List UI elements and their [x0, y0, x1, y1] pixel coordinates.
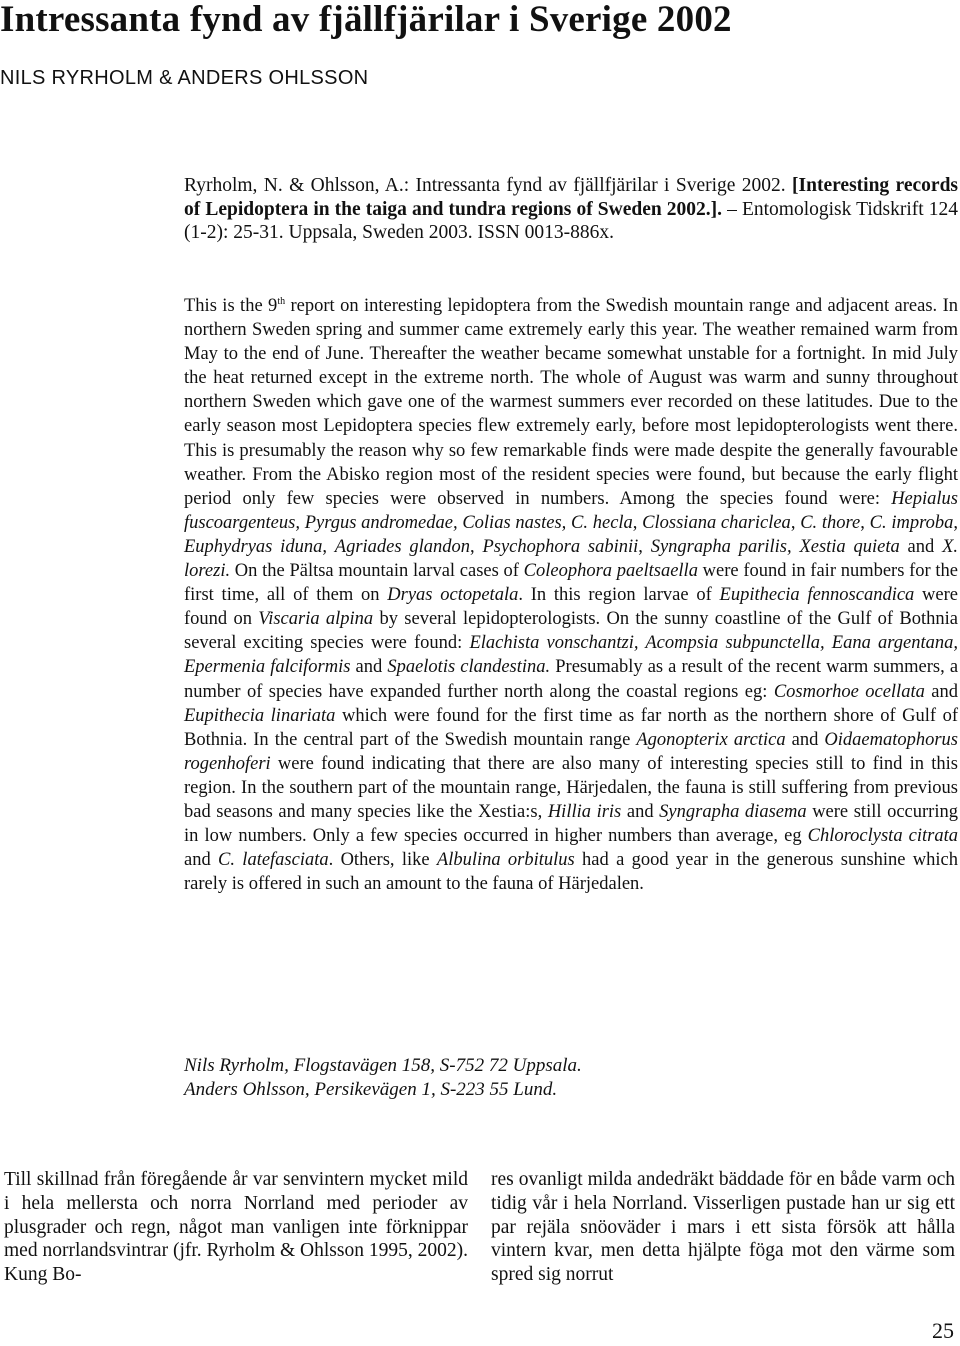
body-column-left: Till skillnad från föregående år var senvintern mycket mild i hela mellersta och norra Norrland med perioder av plusgrader och regn, något man vanligen inte förknippar med norrlandsvintrar (jfr. Ryrholm & Ohlsson 1995, 2002). Kung Bo-	[4, 1169, 468, 1286]
abstract-text: This is the 9	[184, 296, 278, 316]
abstract-text: had a good year in the generous sunshine which rarely is offered in such an amount to the fauna of Härjedalen.	[184, 850, 959, 895]
abstract-text: and	[899, 536, 943, 557]
species-name: Hillia iris	[547, 801, 622, 822]
species-name: Agriades glandon	[334, 536, 471, 557]
abstract-text: which were found for the first time as far north as the northern shore of Gulf of Bothnia. In the central part of the Swedish mountain range	[184, 705, 959, 750]
abstract-text: and	[621, 801, 660, 822]
abstract	[184, 294, 958, 896]
species-name: C. latefasciata	[218, 850, 329, 871]
abstract-text: ,	[638, 536, 651, 557]
abstract-text: by several lepidopterologists. On the sunny coastline of the Gulf of Bothnia several exciting species were found:	[184, 609, 958, 654]
address-ohlsson: Anders Ohlsson, Persikevägen 1, S-223 55 Lund.	[184, 1078, 558, 1100]
abstract-text: were still occurring in low numbers. Only a few species occurred in higher numbers than average, eg	[184, 801, 958, 847]
species-name: Dryas octopetala	[387, 585, 519, 606]
citation-authors: Ryrholm, N. & Ohlsson, A.: Intressanta fynd av fjällfjärilar i Sverige 2002.	[184, 175, 786, 196]
citation	[184, 174, 958, 245]
species-name: Albulina orbitulus	[436, 850, 575, 871]
abstract-text: were found indicating that there are also many of interesting species still to find in this region. In the southern part of the mountain range, Härjedalen, the fauna is still suffering from previous bad seasons and many species like the Xestia:s,	[184, 753, 958, 822]
body-column-right: res ovanligt milda andedräkt bäddade för en både varm och tidig vår i hela Norrland. Visserligen pustade han ur sig ett par rejäla snöoväder i mars i ett sista försök att hålla vintern kvar, men detta hjälpte föga mot den värme som spred sig norrut	[491, 1169, 955, 1286]
article-authors: NILS RYRHOLM & ANDERS OHLSSON	[0, 67, 369, 89]
abstract-text: ,	[860, 512, 870, 533]
abstract-text: ,	[790, 512, 801, 533]
abstract-text: and	[184, 850, 219, 871]
abstract-text: . Others, like	[328, 850, 437, 871]
species-name: Syngrapha parilis, Xestia quieta	[650, 536, 900, 557]
citation-source: – Entomologisk Tidskrift 124 (1-2): 25-31. Uppsala, Sweden 2003. ISSN 0013-886x.	[184, 198, 959, 243]
species-name: Euphydryas iduna	[184, 536, 323, 557]
abstract-text: were found in fair numbers for the first time, all of them on	[184, 561, 958, 606]
species-name: Elachista vonschantzi, Acompsia subpunctella, Eana argentana, Epermenia falciformis	[184, 633, 958, 678]
species-name: Eupithecia linariata	[184, 705, 336, 726]
abstract-text: report on interesting lepidoptera from the Swedish mountain range and adjacent areas. In northern Sweden spring and summer came extremely early this year. The weather remained warm from May to the end of June. Thereafter the weather became somewhat unstable for a fortnight. In mid July the heat returned except in the extreme north. The whole of August was warm and sunny throughout northern Sweden which gave one of the warmest summers ever recorded on these latitudes. Due to the early season most Lepidoptera species flew extremely early, before most lepidopterologists went there. This is presumably the reason why so few remarkable finds were made despite the generally favourable weather. From the Abisko region most of the resident species were found, but because the early flight period only few species were observed in numbers. Among the species found were:	[184, 296, 958, 509]
article-title: Intressanta fynd av fjällfjärilar i Sverige 2002	[0, 0, 732, 40]
abstract-text: were found on	[184, 585, 958, 630]
abstract-text: ,	[322, 536, 335, 557]
species-name: Eupithecia fennoscandica	[719, 585, 915, 606]
abstract-text: ,	[632, 512, 643, 533]
abstract-text: and	[785, 729, 825, 750]
page-number: 25	[932, 1318, 954, 1343]
abstract-text: . In this region larvae of	[518, 585, 720, 606]
species-name: Coleophora paeltsaella	[523, 561, 698, 582]
abstract-text: ,	[470, 536, 483, 557]
author-addresses	[184, 1054, 582, 1101]
abstract-text: Presumably as a result of the recent warm summers, a number of species have expanded further north along the coastal regions eg:	[184, 657, 959, 702]
species-name: C. improba	[869, 512, 954, 533]
species-name: Viscaria alpina	[258, 609, 374, 630]
address-ryrholm: Nils Ryrholm, Flogstavägen 158, S-752 72 Uppsala.	[184, 1055, 582, 1076]
species-name: Psychophora sabinii	[482, 536, 639, 557]
species-name: C. thore	[800, 512, 861, 533]
species-name: Agonopterix arctica	[636, 729, 786, 750]
abstract-text: and	[924, 681, 958, 702]
species-name: X. lorezi.	[184, 536, 959, 582]
abstract-text: ,	[953, 512, 958, 533]
species-name: Syngrapha diasema	[659, 801, 807, 822]
abstract-text: On the Pältsa mountain larval cases of	[230, 561, 524, 582]
species-name: Hepialus fuscoargenteus, Pyrgus andromedae, Colias nastes, C. hecla	[184, 488, 958, 533]
species-name: Chloroclysta citrata	[807, 826, 958, 847]
citation-translated-title: [Interesting records of Lepidoptera in the taiga and tundra regions of Sweden 2002.].	[184, 175, 958, 220]
abstract-text: and	[350, 657, 388, 678]
species-name: Clossiana chariclea	[642, 512, 791, 533]
ordinal-superscript: th	[277, 296, 286, 307]
species-name: Oidaematophorus rogenhoferi	[184, 729, 959, 774]
species-name: Cosmorhoe ocellata	[773, 681, 925, 702]
species-name: Spaelotis clandestina.	[387, 657, 551, 678]
